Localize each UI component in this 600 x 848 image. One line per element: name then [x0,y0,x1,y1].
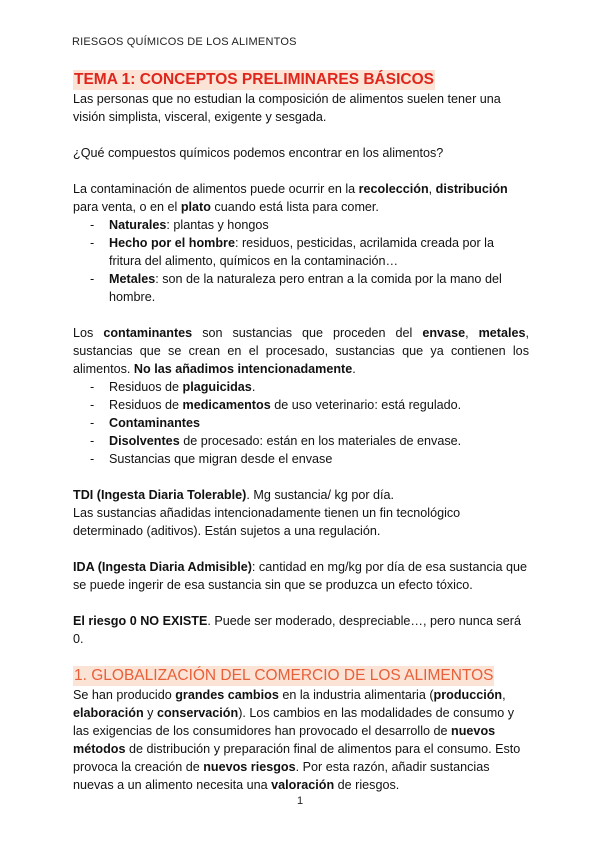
section-title [73,666,529,686]
tdi-paragraph: TDI (Ingesta Diaria Tolerable). Mg sustancia/ kg por día. [73,488,395,502]
list-item: - Metales: son de la naturaleza pero entran a la comida por la mano del hombre. [109,270,529,306]
section-paragraph: Se han producido grandes cambios en la industria alimentaria (producción, elaboración y conservación). Los cambios en las modalidades de consumo y las exigencias de los consumidores han provocado el desarrollo de nuevos métodos de distribución y preparación final de alimentos para el consumo. Esto provoca la creación de nuevos riesgos. Por esta razón, añadir sustancias nuevas a un alimento necesita una valoración de riesgos. [73,688,521,792]
tdi-paragraph-2: Las sustancias añadidas intencionadamente tienen un fin tecnológico determinado (aditivos). Están sujetos a una regulación. [73,506,461,538]
page-number: 1 [296,795,304,807]
list-item: - Naturales: plantas y hongos [109,216,529,234]
ida-paragraph: IDA (Ingesta Diaria Admisible): cantidad en mg/kg por día de esa sustancia que se puede ingerir de esa sustancia sin que se produzca un efecto tóxico. [73,560,528,592]
risk-paragraph: El riesgo 0 NO EXISTE. Puede ser moderado, despreciable…, pero nunca será 0. [73,614,522,646]
intro-paragraph: Las personas que no estudian la composición de alimentos suelen tener una visión simplista, visceral, exigente y sesgada. [73,92,501,124]
list-item: - Hecho por el hombre: residuos, pesticidas, acrilamida creada por la fritura del alimento, químicos en la contaminación… [109,234,529,270]
list-item: - Residuos de plaguicidas. [109,378,529,396]
contaminants-list [73,378,529,468]
list-item: - Sustancias que migran desde el envase [109,450,529,468]
contaminants-paragraph: Los contaminantes son sustancias que proceden del envase, metales, sustancias que se crean en el procesado, sustancias que ya contienen los alimentos. No las añadimos intencionadamente. [73,326,529,376]
title-highlight: TEMA 1: CONCEPTOS PRELIMINARES BÁSICOS [74,71,434,88]
section-title-highlight: 1. GLOBALIZACIÓN DEL COMERCIO DE LOS ALIMENTOS [74,667,494,684]
list-item: - Residuos de medicamentos de uso veterinario: está regulado. [109,396,529,414]
contamination-list [73,216,529,306]
list-item: - Contaminantes [109,414,529,432]
document-body [73,70,529,794]
running-header: RIESGOS QUÍMICOS DE LOS ALIMENTOS [72,36,297,48]
main-title [73,70,529,90]
question-paragraph: ¿Qué compuestos químicos podemos encontrar en los alimentos? [73,146,444,160]
contamination-paragraph: La contaminación de alimentos puede ocurrir en la recolección, distribución para venta, o en el plato cuando está lista para comer. [73,182,508,214]
list-item: - Disolventes de procesado: están en los materiales de envase. [109,432,529,450]
